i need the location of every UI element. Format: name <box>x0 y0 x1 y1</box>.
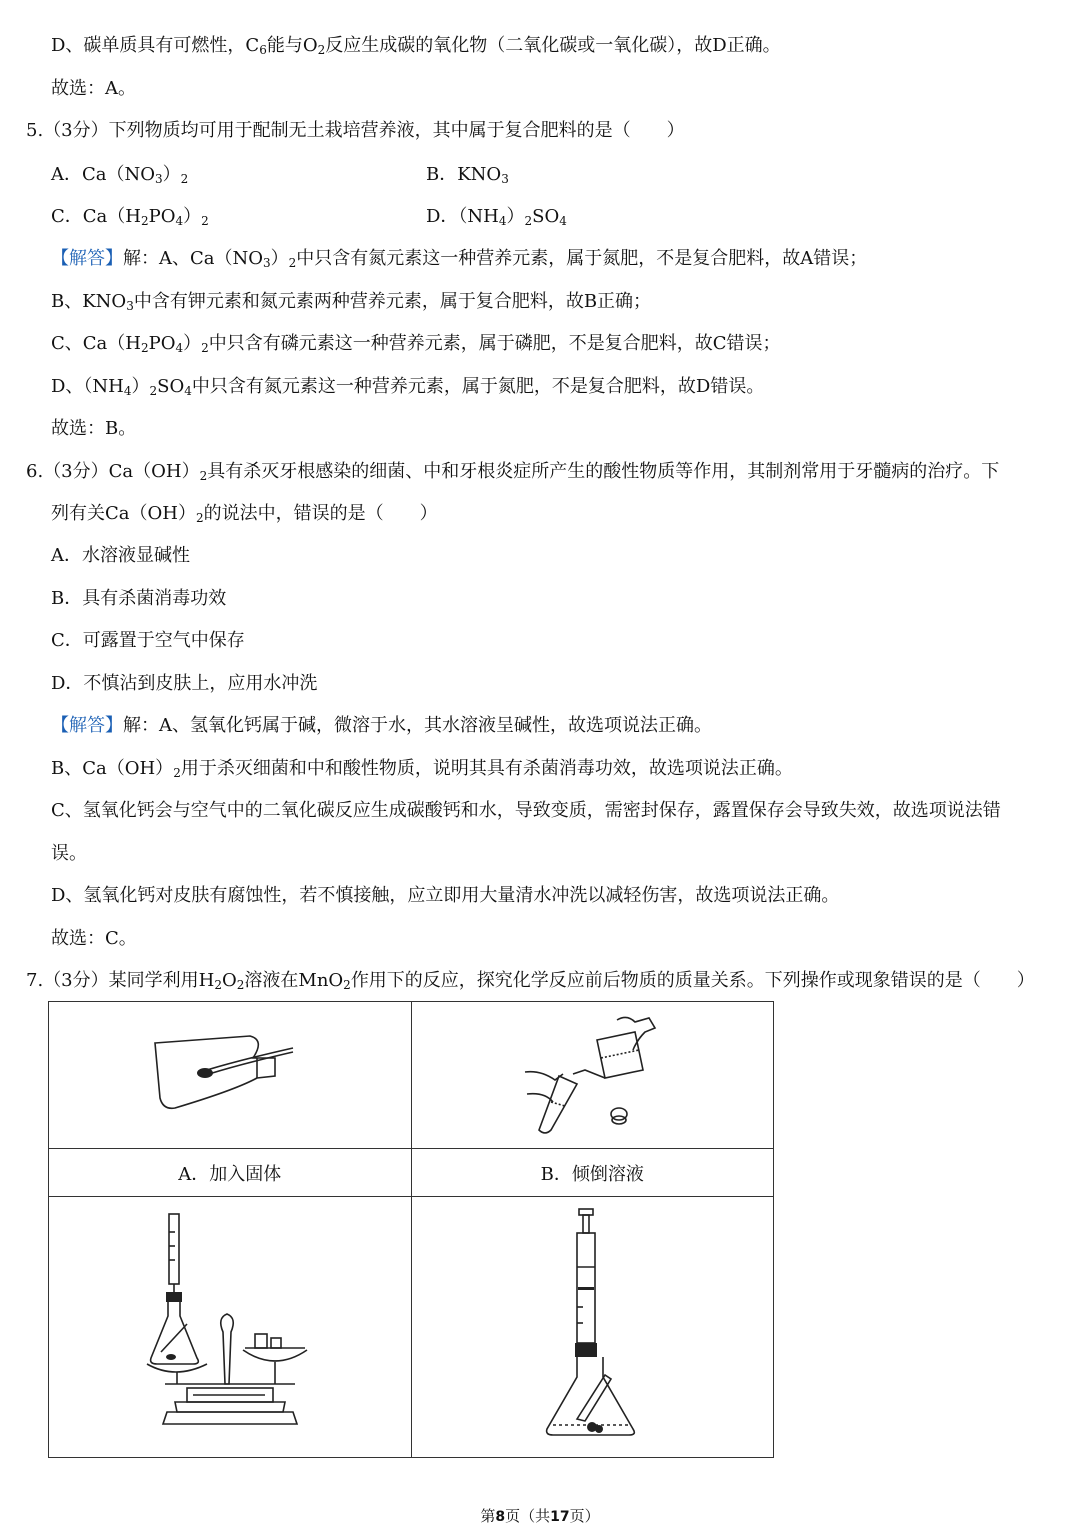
q5-option-a: A．$Ca(NO_3)_2$ <box>51 164 189 186</box>
balance-with-flask-illustration <box>145 1212 315 1437</box>
q5-number: 5. <box>26 120 44 141</box>
q6-option-c: C．可露置于空气中保存 <box>51 630 245 651</box>
q5-option-row-1 <box>51 163 851 187</box>
q7-caption-a: A．加入固体 <box>49 1149 412 1197</box>
q6-option-a: A．水溶液显碱性 <box>51 545 190 566</box>
q6-solution-a: 【解答】解：A、氢氧化钙属于碱，微溶于水，其水溶液呈碱性，故选项说法正确。 <box>51 715 712 736</box>
q7-image-c-cell <box>49 1197 412 1458</box>
q7-caption-b: B．倾倒溶液 <box>411 1149 774 1197</box>
q5-solution-d: D、$(NH_4)_2SO_4$中只含有氮元素这一种营养元素，属于氮肥，不是复合肥料，故D错误。 <box>51 376 765 398</box>
q6-stem-line-1: 6.（3分）$Ca(OH)_2$具有杀灭牙根感染的细菌、中和牙根炎症所产生的酸性物质等作用，其制剂常用于牙髓病的治疗。下 <box>26 461 1000 483</box>
q5-solution-a: 【解答】解：A、$Ca(NO_3)_2$中只含有氮元素这一种营养元素，属于氮肥，不是复合肥料，故A错误； <box>51 248 868 270</box>
current-page-number: 8 <box>495 1509 506 1525</box>
q6-solution-b: B、$Ca(OH)_2$用于杀灭细菌和中和酸性物质，说明其具有杀菌消毒功效，故选项说法正确。 <box>51 758 793 780</box>
q5-solution-b: B、$KNO_3$中含有钾元素和氮元素两种营养元素，属于复合肥料，故B正确； <box>51 291 652 313</box>
q6-number: 6. <box>26 461 44 482</box>
q5-solution-c: C、$Ca(H_2PO_4)_2$中只含有磷元素这一种营养元素，属于磷肥，不是复合肥料，故C错误； <box>51 333 781 355</box>
q7-image-b-cell <box>411 1002 774 1149</box>
q7-options-table <box>48 1001 774 1458</box>
q6-solution-c-line-1: C、氢氧化钙会与空气中的二氧化碳反应生成碳酸钙和水，导致变质，需密封保存，露置保存会导致失效，故选项说法错 <box>51 800 1001 821</box>
q5-option-d: D．$(NH_4)_2SO_4$ <box>426 206 567 228</box>
q5-option-b: B．$KNO_3$ <box>426 164 509 186</box>
syringe-flask-illustration <box>537 1207 647 1442</box>
q7-stem: 7.（3分）某同学利用$H_2O_2$溶液在MnO$_2$作用下的反应，探究化学反应前后物质的质量关系。下列操作或现象错误的是（ ） <box>26 970 1035 992</box>
q5-option-row-2 <box>51 205 851 229</box>
q6-solution-c-line-2: 误。 <box>51 843 87 864</box>
flask-spoon-illustration <box>145 1028 315 1118</box>
q6-solution-d: D、氢氧化钙对皮肤有腐蚀性，若不慎接触，应立即用大量清水冲洗以减轻伤害，故选项说法正确。 <box>51 885 840 906</box>
solution-label: 【解答】 <box>51 715 123 736</box>
q6-option-d: D．不慎沾到皮肤上，应用水冲洗 <box>51 673 318 694</box>
q5-stem: 5.（3分）下列物质均可用于配制无土栽培营养液，其中属于复合肥料的是（ ） <box>26 120 685 141</box>
pouring-solution-illustration <box>517 1010 667 1135</box>
q6-answer: 故选：C。 <box>51 928 137 949</box>
solution-label: 【解答】 <box>51 248 123 269</box>
q4-answer: 故选：A。 <box>51 78 136 99</box>
total-pages-number: 17 <box>550 1509 570 1525</box>
q5-answer: 故选：B。 <box>51 418 137 439</box>
q6-stem-line-2: 列有关$Ca(OH)_2$的说法中，错误的是（ ） <box>51 503 438 525</box>
q6-option-b: B．具有杀菌消毒功效 <box>51 588 227 609</box>
q5-option-c: C．$Ca(H_2PO_4)_2$ <box>51 206 209 228</box>
q7-image-a-cell <box>49 1002 412 1149</box>
page-footer: 第8页（共17页） <box>480 1507 600 1525</box>
q4-option-d-explanation: D、碳单质具有可燃性，$C_6$能与$O_2$反应生成碳的氧化物（二氧化碳或一氧化碳），故D正确。 <box>51 35 781 57</box>
q7-number: 7. <box>26 970 44 991</box>
q7-image-d-cell <box>411 1197 774 1458</box>
